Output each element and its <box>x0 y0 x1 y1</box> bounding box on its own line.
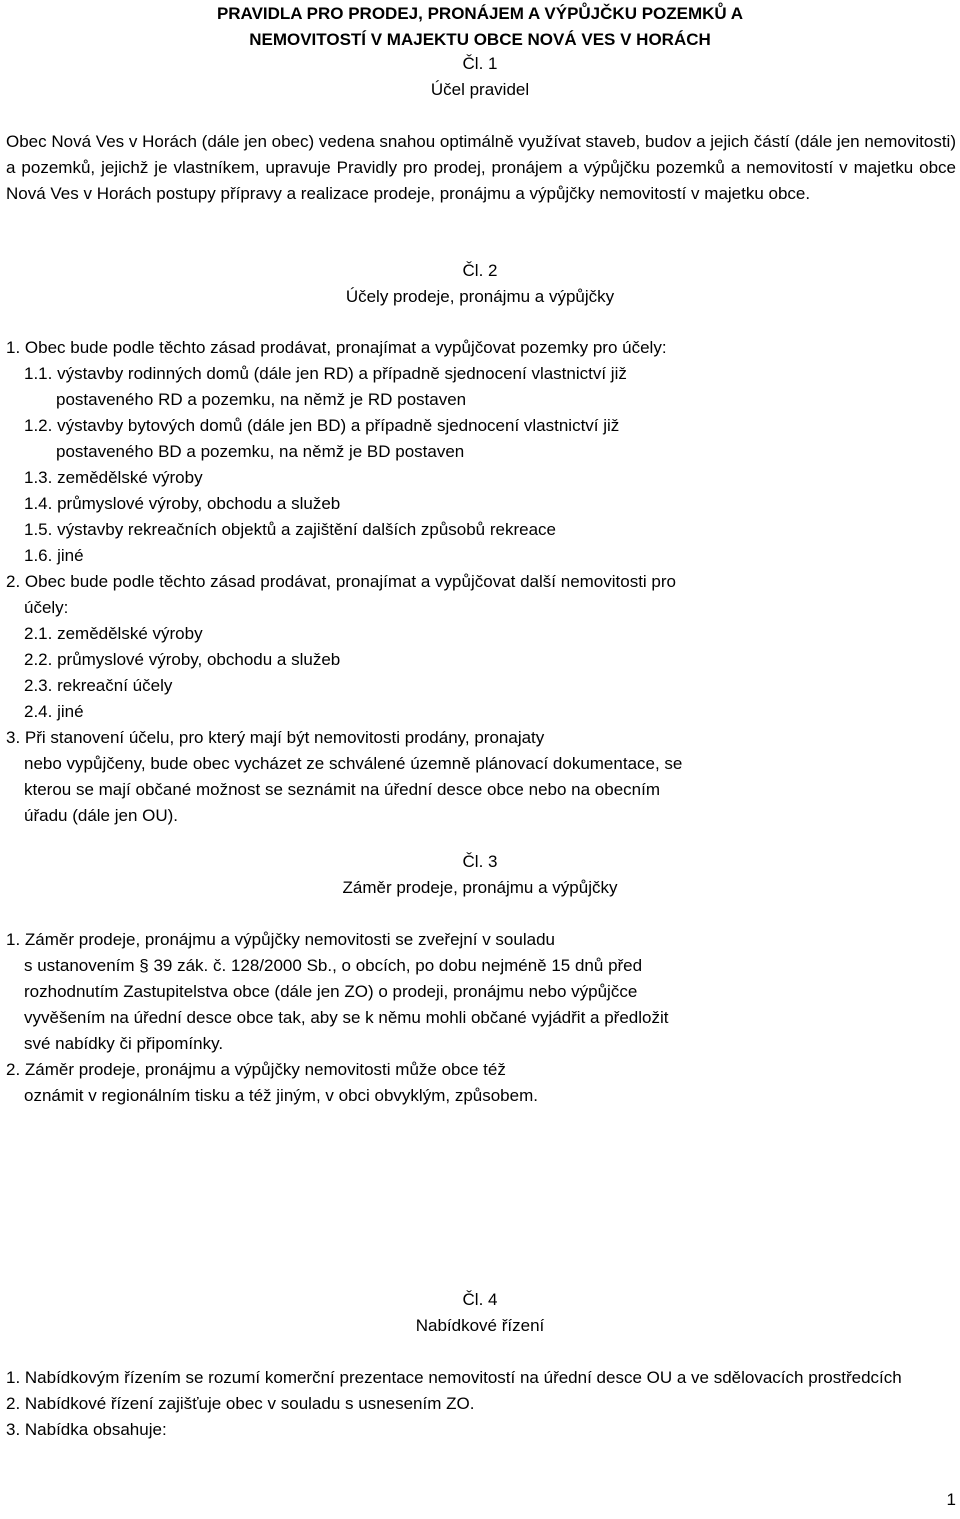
art2-paragraph-3-line-1: 3. Při stanovení účelu, pro který mají být nemovitosti prodány, pronajaty <box>6 728 545 747</box>
article-1-title: Účel pravidel <box>430 80 530 99</box>
art2-paragraph-2-line-1: 2. Obec bude podle těchto zásad prodávat, pronajímat a vypůjčovat další nemovitosti pro <box>6 572 677 591</box>
art3-paragraph-1-line-4: vyvěšením na úřední desce obce tak, aby se k němu mohli občané vyjádřit a předložit <box>24 1008 669 1027</box>
art3-paragraph-1-line-3: rozhodnutím Zastupitelstva obce (dále jen ZO) o prodeji, pronájmu nebo výpůjčce <box>24 982 638 1001</box>
article-4-heading <box>0 1287 960 1339</box>
page-number: 1 <box>946 1490 956 1509</box>
art2-paragraph-1: 1. Obec bude podle těchto zásad prodávat, pronajímat a vypůjčovat pozemky pro účely: <box>6 338 667 357</box>
art4-paragraph-3: 3. Nabídka obsahuje: <box>6 1420 167 1439</box>
article-2-title: Účely prodeje, pronájmu a výpůjčky <box>345 287 615 306</box>
article-3-heading <box>0 849 960 901</box>
article-1-text: Obec Nová Ves v Horách (dále jen obec) vedena snahou optimálně využívat staveb, budov a jejich částí (dále jen nemovitosti) a pozemků, jejichž je vlastníkem, upravuje Pravidly pro prodej, pronájem a výpůjčku pozemků a nemovitostí v majetku obce Nová Ves v Horách postupy přípravy a realizace prodeje, pronájmu a výpůjčky nemovitostí v majetku obce. <box>6 132 956 203</box>
art3-paragraph-1-line-1: 1. Záměr prodeje, pronájmu a výpůjčky nemovitosti se zveřejní v souladu <box>6 930 555 949</box>
art2-item-2-2: 2.2. průmyslové výroby, obchodu a služeb <box>24 650 341 669</box>
art2-item-2-1: 2.1. zemědělské výroby <box>24 624 203 643</box>
art3-paragraph-2-line-1: 2. Záměr prodeje, pronájmu a výpůjčky nemovitosti může obce též <box>6 1060 506 1079</box>
art3-paragraph-1-line-2: s ustanovením § 39 zák. č. 128/2000 Sb., o obcích, po dobu nejméně 15 dnů před <box>24 956 643 975</box>
article-3-body <box>6 927 956 1109</box>
art2-paragraph-3-line-3: kterou se mají občané možnost se seznámit na úřední desce obce nebo na obecním <box>24 780 660 799</box>
art2-item-1-2-line-1: 1.2. výstavby bytových domů (dále jen BD) a případně sjednocení vlastnictví již <box>24 416 620 435</box>
art2-paragraph-3-line-4: úřadu (dále jen OU). <box>24 806 179 825</box>
art4-paragraph-1: 1. Nabídkovým řízením se rozumí komerční prezentace nemovitostí na úřední desce OU a ve sdělovacích prostředcích <box>6 1368 902 1387</box>
art3-paragraph-1-line-5: své nabídky či připomínky. <box>24 1034 224 1053</box>
art2-paragraph-2-line-2: účely: <box>24 598 69 617</box>
article-4-body <box>6 1365 956 1443</box>
art2-item-1-3: 1.3. zemědělské výroby <box>24 468 203 487</box>
art2-item-1-1-line-2: postaveného RD a pozemku, na němž je RD postaven <box>56 390 467 409</box>
article-2-number: Čl. 2 <box>462 261 498 280</box>
art2-paragraph-3-line-2: nebo vypůjčeny, bude obec vycházet ze schválené územně plánovací dokumentace, se <box>24 754 683 773</box>
art2-item-1-2-line-2: postaveného BD a pozemku, na němž je BD postaven <box>56 442 465 461</box>
art3-paragraph-2-line-2: oznámit v regionálním tisku a též jiným, v obci obvyklým, způsobem. <box>24 1086 538 1105</box>
article-4-title: Nabídkové řízení <box>415 1316 545 1335</box>
art2-item-2-3: 2.3. rekreační účely <box>24 676 173 695</box>
article-2-body <box>6 335 956 829</box>
article-2-heading <box>0 258 960 310</box>
title-line-1: PRAVIDLA PRO PRODEJ, PRONÁJEM A VÝPŮJČKU POZEMKŮ A <box>216 4 744 23</box>
art2-item-2-4: 2.4. jiné <box>24 702 84 721</box>
article-1-number: Čl. 1 <box>462 54 498 73</box>
article-4-number: Čl. 4 <box>462 1290 498 1309</box>
article-3-number: Čl. 3 <box>462 852 498 871</box>
document-title <box>0 1 960 53</box>
title-line-2: NEMOVITOSTÍ V MAJEKTU OBCE NOVÁ VES V HORÁCH <box>249 30 711 49</box>
article-3-title: Záměr prodeje, pronájmu a výpůjčky <box>342 878 618 897</box>
art2-item-1-6: 1.6. jiné <box>24 546 84 565</box>
art4-paragraph-2: 2. Nabídkové řízení zajišťuje obec v souladu s usnesením ZO. <box>6 1394 475 1413</box>
art2-item-1-4: 1.4. průmyslové výroby, obchodu a služeb <box>24 494 341 513</box>
article-1-heading <box>0 51 960 103</box>
art2-item-1-1-line-1: 1.1. výstavby rodinných domů (dále jen RD) a případně sjednocení vlastnictví již <box>24 364 627 383</box>
art2-item-1-5: 1.5. výstavby rekreačních objektů a zajištění dalších způsobů rekreace <box>24 520 557 539</box>
